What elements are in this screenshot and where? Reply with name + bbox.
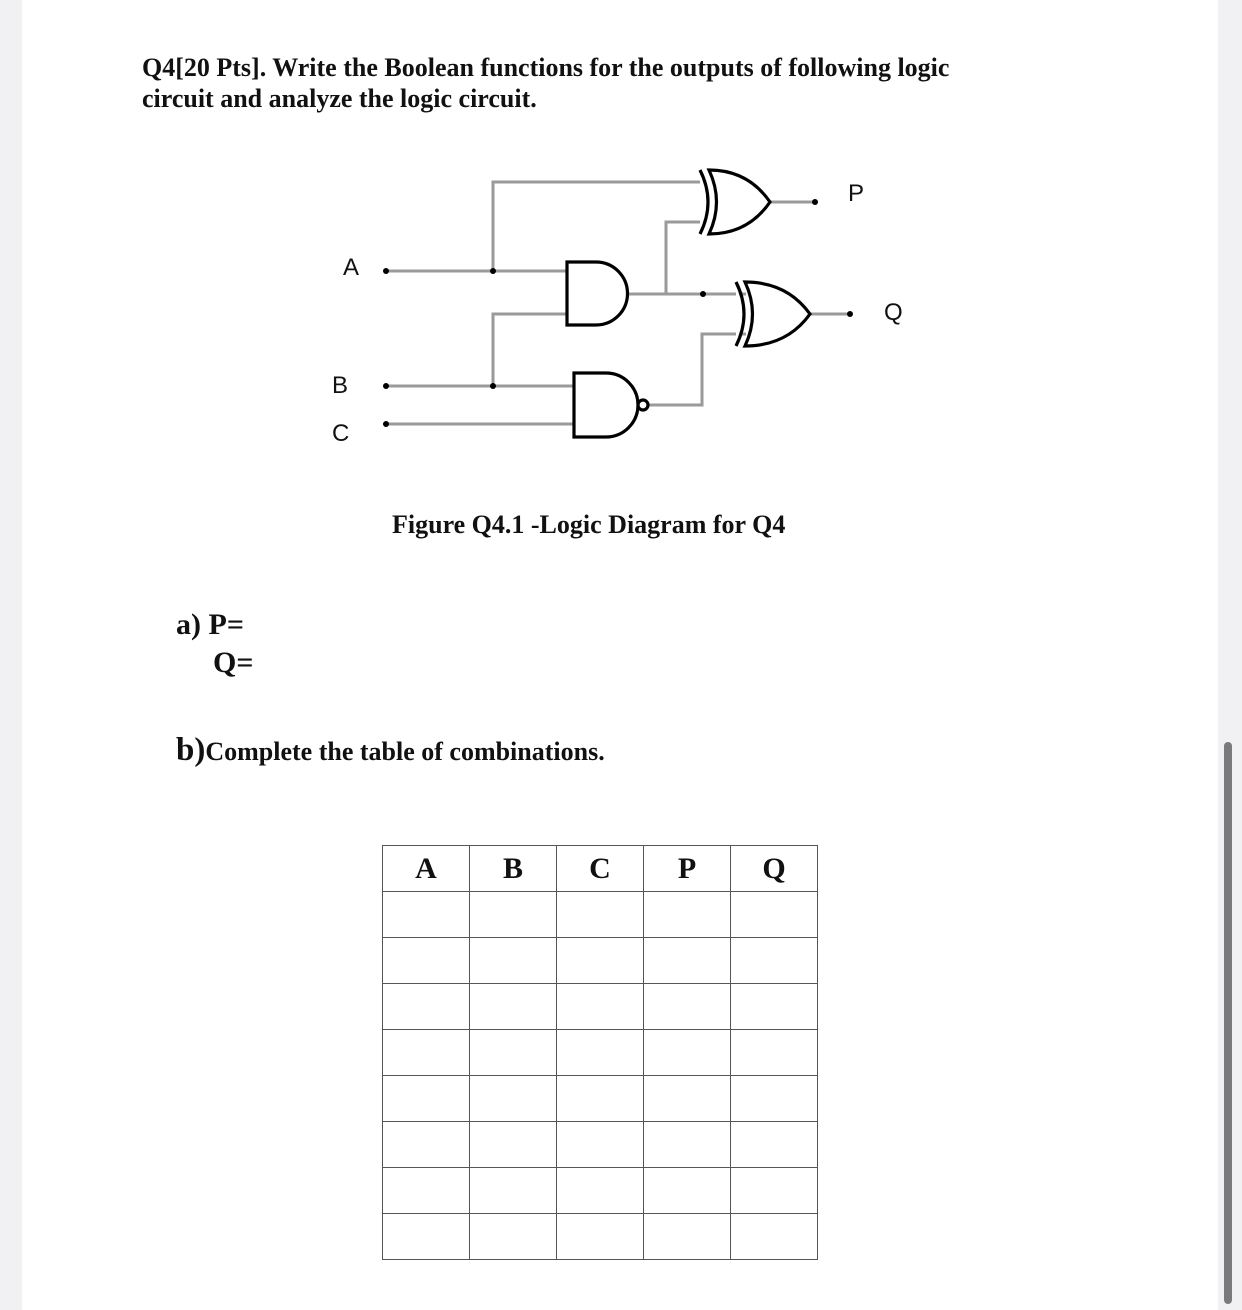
table-cell-p[interactable] [644,1076,731,1122]
answer-p-label: a) P= [176,608,244,641]
table-cell-q[interactable] [731,1168,818,1214]
table-cell-c[interactable] [557,938,644,984]
xor-gate-p-extra-curve [700,170,708,234]
table-row [383,1076,818,1122]
table-cell-a[interactable] [383,984,470,1030]
xor-gate-p [709,170,770,234]
wire-a-branch [493,182,705,271]
table-cell-q[interactable] [731,984,818,1030]
table-cell-b[interactable] [470,1214,557,1260]
table-cell-p[interactable] [644,984,731,1030]
table-cell-a[interactable] [383,1076,470,1122]
input-a-terminal [383,268,389,274]
part-b-text: Complete the table of combinations. [205,737,605,766]
vertical-scrollbar[interactable] [1224,742,1232,1304]
table-cell-a[interactable] [383,892,470,938]
table-cell-q[interactable] [731,938,818,984]
combination-table [382,845,818,1260]
table-cell-c[interactable] [557,1030,644,1076]
figure-caption: Figure Q4.1 -Logic Diagram for Q4 [392,510,786,539]
table-cell-c[interactable] [557,892,644,938]
table-cell-q[interactable] [731,1122,818,1168]
input-b-terminal [383,383,389,389]
nand-gate [574,373,638,437]
wire-b-branch [493,314,575,386]
table-cell-p[interactable] [644,938,731,984]
input-c-label: C [332,420,350,447]
question-title-line-2: circuit and analyze the logic circuit. [142,84,537,113]
table-row [383,1214,818,1260]
table-cell-p[interactable] [644,1214,731,1260]
table-cell-q[interactable] [731,1214,818,1260]
part-b-prompt [176,732,605,769]
junction-b [490,383,496,389]
input-b-label: B [332,372,349,399]
table-cell-p[interactable] [644,1168,731,1214]
table-cell-p[interactable] [644,1122,731,1168]
xor-gate-q-extra-curve [736,282,744,346]
table-cell-c[interactable] [557,984,644,1030]
table-cell-a[interactable] [383,1122,470,1168]
answer-q-label: Q= [213,646,254,679]
part-b-letter: b) [176,732,206,768]
nand-bubble [638,400,648,410]
table-cell-b[interactable] [470,1030,557,1076]
table-cell-c[interactable] [557,1076,644,1122]
wire-nand-out [649,334,746,405]
table-row [383,1030,818,1076]
table-cell-q[interactable] [731,1076,818,1122]
table-cell-p[interactable] [644,1030,731,1076]
table-cell-b[interactable] [470,1076,557,1122]
table-cell-a[interactable] [383,938,470,984]
output-p-label: P [848,180,865,207]
table-row [383,1122,818,1168]
header-b: B [470,846,557,892]
output-q-label: Q [884,299,903,326]
question-title-line-1: Q4[20 Pts]. Write the Boolean functions for the outputs of following logic [142,53,950,82]
table-cell-q[interactable] [731,1030,818,1076]
header-a: A [383,846,470,892]
table-cell-q[interactable] [731,892,818,938]
and-gate [567,262,628,325]
table-row [383,984,818,1030]
header-q: Q [731,846,818,892]
output-p-terminal [812,199,818,205]
table-cell-c[interactable] [557,1122,644,1168]
table-cell-a[interactable] [383,1214,470,1260]
junction-and [700,291,706,297]
table-cell-b[interactable] [470,892,557,938]
table-cell-p[interactable] [644,892,731,938]
table-cell-b[interactable] [470,1122,557,1168]
table-cell-b[interactable] [470,1168,557,1214]
table-cell-a[interactable] [383,1168,470,1214]
table-cell-b[interactable] [470,938,557,984]
table-cell-b[interactable] [470,984,557,1030]
table-cell-a[interactable] [383,1030,470,1076]
input-c-terminal [383,421,389,427]
header-p: P [644,846,731,892]
table-cell-c[interactable] [557,1214,644,1260]
xor-gate-q [745,282,810,346]
table-body [383,892,818,1260]
header-c: C [557,846,644,892]
table-row [383,1168,818,1214]
table-cell-c[interactable] [557,1168,644,1214]
output-q-terminal [847,311,853,317]
table-row [383,892,818,938]
table-header-row [383,846,818,892]
input-a-label: A [343,254,360,281]
table-row [383,938,818,984]
junction-a [490,268,496,274]
